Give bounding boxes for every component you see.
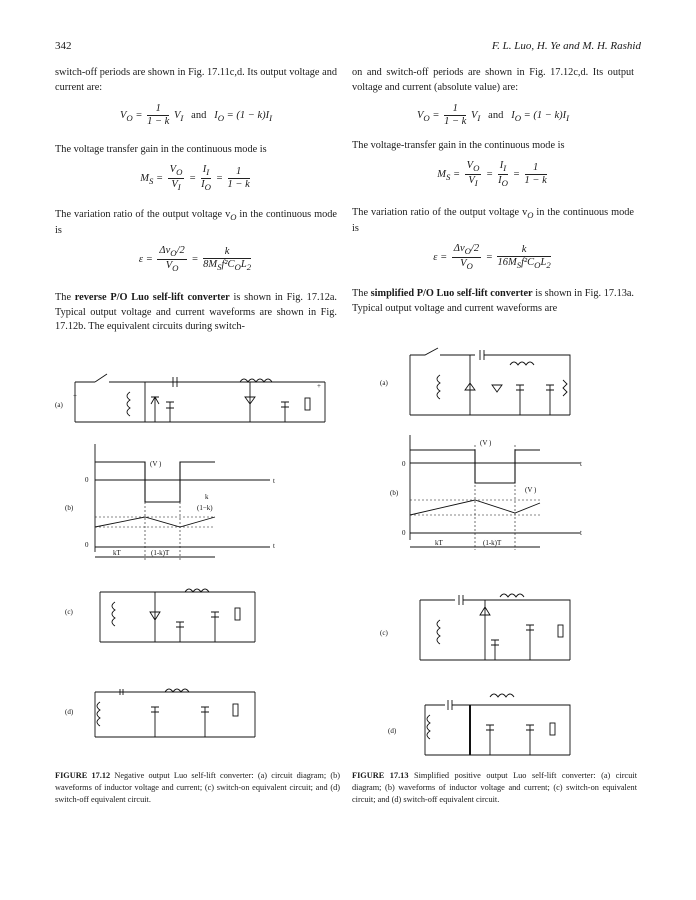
fig12-circuit-c	[65, 589, 255, 642]
svg-text:t: t	[580, 460, 582, 468]
svg-text:(V ): (V )	[480, 439, 492, 447]
left-para-3: The variation ratio of the output voltage $v_O$ in the continuous mode is	[55, 208, 337, 237]
figure-17-12-caption: FIGURE 17.12 Negative output Luo self-lift converter: (a) circuit diagram; (b) waveforms of inductor voltage and current; (c) switch-on equivalent circuit; and (d) switch-off equivalent circuit.	[55, 771, 341, 804]
svg-text:t: t	[580, 529, 582, 537]
page-number: 342	[55, 40, 72, 52]
svg-text:(a): (a)	[380, 379, 388, 387]
fig13-waveforms-b	[390, 435, 582, 550]
right-para-3: The variation ratio of the output voltage $v_O$ in the continuous mode is	[352, 206, 634, 235]
left-eq-3: ε = $\Delta v_O/2$ $V_O$ = k $8M_Sf^2C_OL_2$	[138, 245, 252, 274]
svg-text:(c): (c)	[65, 608, 73, 616]
running-head: F. L. Luo, H. Ye and M. H. Rashid	[491, 40, 641, 52]
left-eq-2: $M_S$ = $\frac{V_O}{V_I}$ = $\frac{I_I}{I_O}$ = $\frac{1}{1 - k}$	[140, 163, 250, 192]
left-column	[55, 66, 337, 335]
svg-text:+: +	[73, 392, 77, 400]
figure-17-13	[380, 335, 640, 765]
svg-text:(a): (a)	[55, 401, 63, 409]
right-eq-1: $V_O$ = $\frac{1}{1 - k}$ $V_I$ and $I_O = (1 - k)I_I$	[416, 103, 570, 128]
right-column	[352, 66, 634, 316]
svg-text:(b): (b)	[390, 489, 399, 497]
svg-text:kT: kT	[435, 539, 443, 547]
svg-text:0: 0	[402, 529, 406, 537]
svg-text:t: t	[273, 542, 275, 550]
fig12-waveforms-b	[65, 444, 275, 562]
svg-text:0: 0	[85, 541, 89, 549]
left-para-4: The reverse P/O Luo self-lift converter is shown in Fig. 17.12a. Typical output voltage and current waveforms are shown in Fig. 17.12b. The equivalent circuits during switch-	[55, 292, 337, 333]
svg-text:(1-k)T: (1-k)T	[483, 539, 502, 547]
svg-text:(V ): (V )	[150, 460, 162, 468]
svg-text:(1−k): (1−k)	[197, 504, 213, 512]
svg-text:(c): (c)	[380, 629, 388, 637]
svg-text:k: k	[205, 493, 209, 501]
svg-text:0: 0	[85, 476, 89, 484]
figure-17-13-caption: FIGURE 17.13 Simplified positive output Luo self-lift converter: (a) circuit diagram; (b) waveforms of inductor voltage and current; (c) switch-on equivalent circuit; and (d) switch-off equivalent circuit.	[352, 771, 637, 804]
svg-text:(d): (d)	[388, 727, 397, 735]
left-para-2: The voltage transfer gain in the continuous mode is	[55, 144, 267, 156]
fig12-circuit-d	[65, 689, 255, 737]
fig13-circuit-d	[388, 694, 570, 755]
svg-text:(b): (b)	[65, 504, 74, 512]
left-eq-1: $V_O$ = $\frac{1}{1 - k}$ $V_I$ and $I_O = (1 - k)I_I$	[119, 103, 273, 128]
left-para-1: switch-off periods are shown in Fig. 17.11c,d. Its output voltage and current are:	[55, 67, 337, 93]
svg-text:0: 0	[402, 460, 406, 468]
svg-text:kT: kT	[113, 549, 121, 557]
figure-17-12	[55, 352, 345, 762]
fig12-circuit-a	[55, 374, 325, 422]
svg-text:+: +	[317, 382, 321, 390]
right-para-4: The simplified P/O Luo self-lift converter is shown in Fig. 17.13a. Typical output voltage and current waveforms are	[352, 288, 635, 314]
svg-text:(1-k)T: (1-k)T	[151, 549, 170, 557]
right-eq-2: $M_S$ = $\frac{V_O}{V_I}$ = $\frac{I_I}{I_O}$ = $\frac{1}{1 - k}$	[437, 159, 547, 188]
fig13-circuit-a	[380, 348, 570, 415]
right-para-1: on and switch-off periods are shown in Fig. 17.12c,d. Its output voltage and current (absolute value) are:	[352, 67, 634, 93]
right-eq-3: ε = $\Delta v_O/2$ $V_O$ = k $16M_Sf^2C_OL_2$	[433, 243, 551, 272]
right-para-2: The voltage-transfer gain in the continuous mode is	[352, 140, 565, 152]
fig13-circuit-c	[380, 594, 570, 660]
svg-text:t: t	[273, 477, 275, 485]
svg-text:(d): (d)	[65, 708, 74, 716]
svg-text:(V ): (V )	[525, 486, 537, 494]
